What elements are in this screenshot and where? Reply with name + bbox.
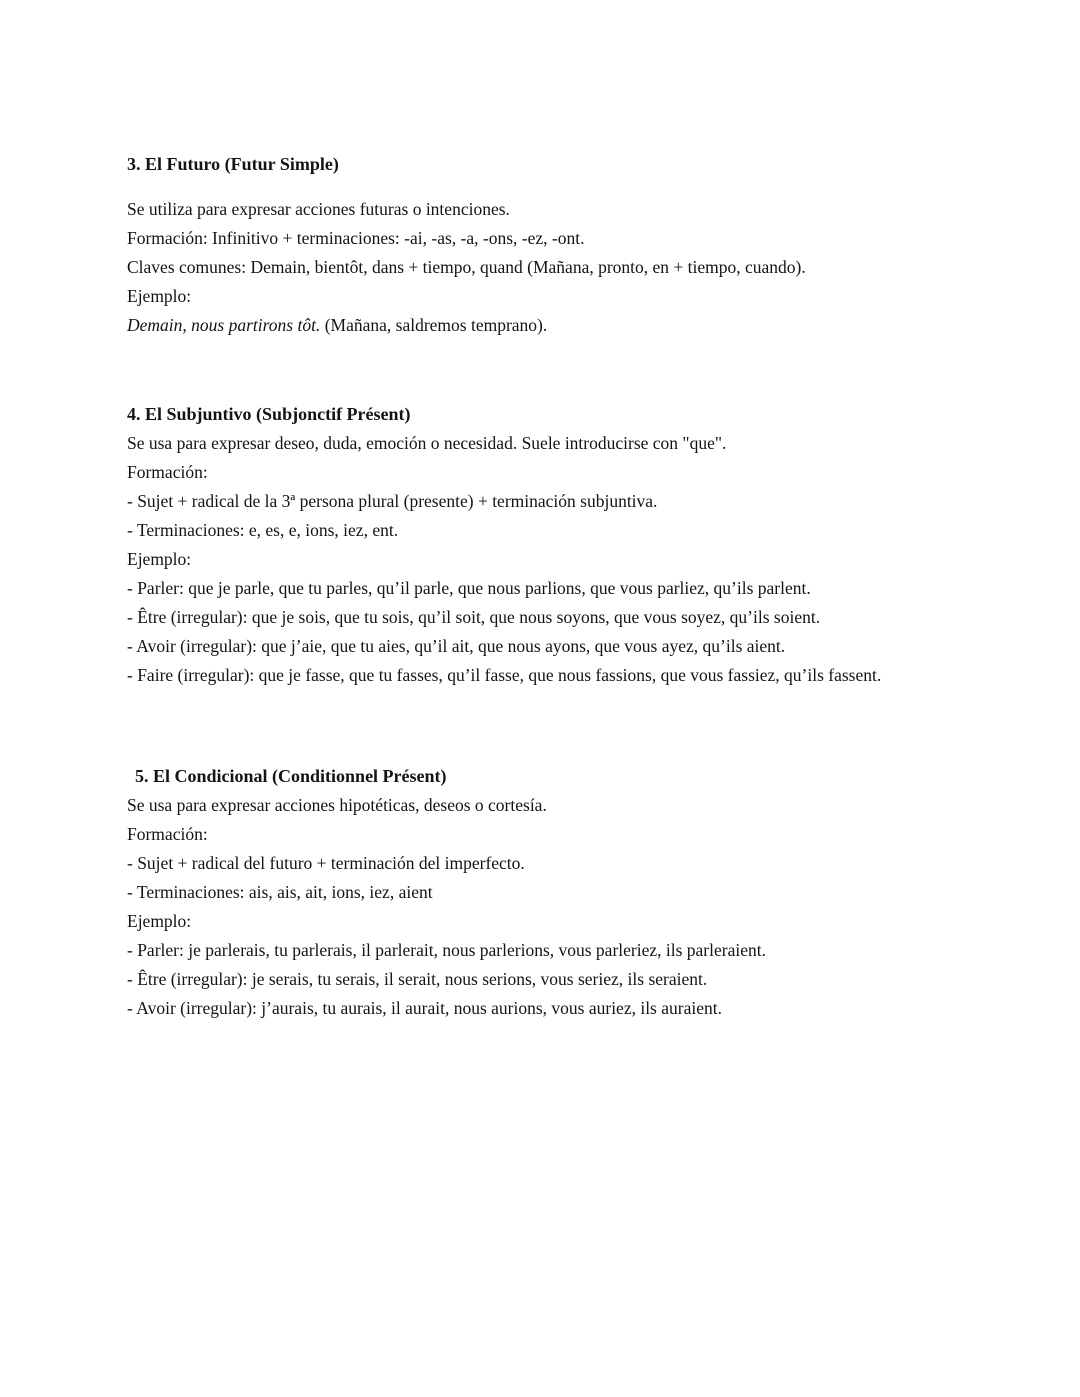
ejemplo-item: - Être (irregular): je serais, tu serais, il serait, nous serions, vous seriez, ils seraient. xyxy=(127,969,708,989)
section-heading-condicional: 5. El Condicional (Conditionnel Présent) xyxy=(135,766,447,786)
paragraph-line: Se utiliza para expresar acciones futuras o intenciones. xyxy=(127,199,510,219)
ejemplo-item: - Avoir (irregular): j’aurais, tu aurais, il aurait, nous aurions, vous auriez, ils auraient. xyxy=(127,998,722,1018)
section-subjuntivo xyxy=(127,400,953,690)
section-intro: Se usa para expresar deseo, duda, emoción o necesidad. Suele introducirse con "que". xyxy=(127,433,727,453)
ejemplo-item: - Avoir (irregular): que j’aie, que tu aies, qu’il ait, que nous ayons, que vous ayez, qu’ils aient. xyxy=(127,636,786,656)
formacion-item: - Terminaciones: ais, ais, ait, ions, iez, aient xyxy=(127,882,433,902)
section-futuro xyxy=(127,150,953,340)
section-heading-futuro: 3. El Futuro (Futur Simple) xyxy=(127,154,339,174)
ejemplo-item: - Parler: que je parle, que tu parles, qu’il parle, que nous parlions, que vous parliez, qu’ils parlent. xyxy=(127,578,811,598)
ejemplo-item: - Faire (irregular): que je fasse, que tu fasses, qu’il fasse, que nous fassions, que vous fassiez, qu’ils fassent. xyxy=(127,665,882,685)
section-intro: Se usa para expresar acciones hipotéticas, deseos o cortesía. xyxy=(127,795,547,815)
ejemplo-label: Ejemplo: xyxy=(127,549,192,569)
ejemplo-item: - Parler: je parlerais, tu parlerais, il parlerait, nous parlerions, vous parleriez, ils parleraient. xyxy=(127,940,766,960)
example-label: Ejemplo: xyxy=(127,286,192,306)
formacion-item: - Sujet + radical del futuro + terminación del imperfecto. xyxy=(127,853,525,873)
example-line xyxy=(127,311,953,340)
formacion-label: Formación: xyxy=(127,824,208,844)
ejemplo-label: Ejemplo: xyxy=(127,911,192,931)
section-condicional xyxy=(127,762,953,1023)
formacion-label: Formación: xyxy=(127,462,208,482)
paragraph-line: Claves comunes: Demain, bientôt, dans + tiempo, quand (Mañana, pronto, en + tiempo, cuando). xyxy=(127,257,806,277)
section-heading-subjuntivo: 4. El Subjuntivo (Subjonctif Présent) xyxy=(127,404,411,424)
paragraph-line: Formación: Infinitivo + terminaciones: -ai, -as, -a, -ons, -ez, -ont. xyxy=(127,228,585,248)
example-translation: (Mañana, saldremos temprano). xyxy=(320,315,548,335)
example-sentence-italic: Demain, nous partirons tôt. xyxy=(127,315,321,335)
ejemplo-item: - Être (irregular): que je sois, que tu sois, qu’il soit, que nous soyons, que vous soyez, qu’ils soient. xyxy=(127,607,821,627)
formacion-item: - Terminaciones: e, es, e, ions, iez, ent. xyxy=(127,520,399,540)
formacion-item: - Sujet + radical de la 3ª persona plural (presente) + terminación subjuntiva. xyxy=(127,491,658,511)
